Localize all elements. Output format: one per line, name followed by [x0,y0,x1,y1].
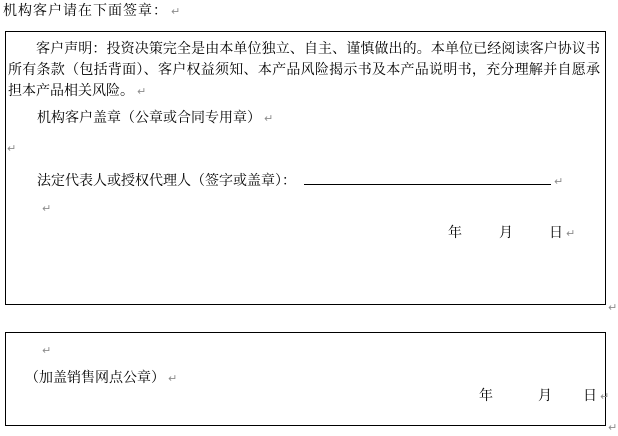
empty-paragraph [42,344,51,358]
sales-outlet-seal-label: （加盖销售网点公章） [25,371,165,386]
paragraph-mark-icon: ↵ [608,301,618,314]
date-line [448,227,575,241]
day-label: 日 [583,389,597,404]
institution-signature-box [5,31,606,305]
paragraph-mark-icon: ↵ [608,421,618,434]
institution-seal-label: 机构客户盖章（公章或合同专用章） [37,111,261,126]
paragraph-mark-icon: ↵ [554,175,564,188]
representative-signature-row [37,171,563,189]
month-label: 月 [538,389,552,404]
institution-seal-line [37,112,273,126]
empty-paragraph [7,142,16,156]
date-line [479,390,609,404]
heading-line [3,5,181,19]
empty-paragraph [42,202,51,216]
paragraph-mark-icon: ↵ [171,5,182,18]
client-declaration-text [8,39,600,102]
paragraph-mark-icon: ↵ [42,202,52,215]
section-heading: 机构客户请在下面签章： [3,4,168,19]
paragraph-mark-icon: ↵ [42,344,52,357]
paragraph-mark-icon: ↵ [168,372,178,385]
paragraph-mark-icon: ↵ [600,390,610,403]
sales-outlet-seal-box [5,332,610,426]
empty-paragraph [608,301,617,315]
client-declaration: 客户声明：投资决策完全是由本单位独立、自主、谨慎做出的。本单位已经阅读客户协议书所有条款（包括背面）、客户权益须知、本产品风险揭示书及本产品说明书，充分理解并自愿承担本产品相关风险。 [8,42,600,99]
signature-line[interactable] [304,171,551,185]
representative-signature-label: 法定代表人或授权代理人（签字或盖章）： [37,174,296,189]
year-label: 年 [479,389,493,404]
year-label: 年 [448,226,462,241]
sales-outlet-seal-line [25,372,177,386]
paragraph-mark-icon: ↵ [566,227,576,240]
paragraph-mark-icon: ↵ [137,85,147,98]
paragraph-mark-icon: ↵ [264,112,274,125]
day-label: 日 [549,226,563,241]
empty-paragraph [608,421,617,435]
month-label: 月 [499,226,513,241]
paragraph-mark-icon: ↵ [7,142,17,155]
